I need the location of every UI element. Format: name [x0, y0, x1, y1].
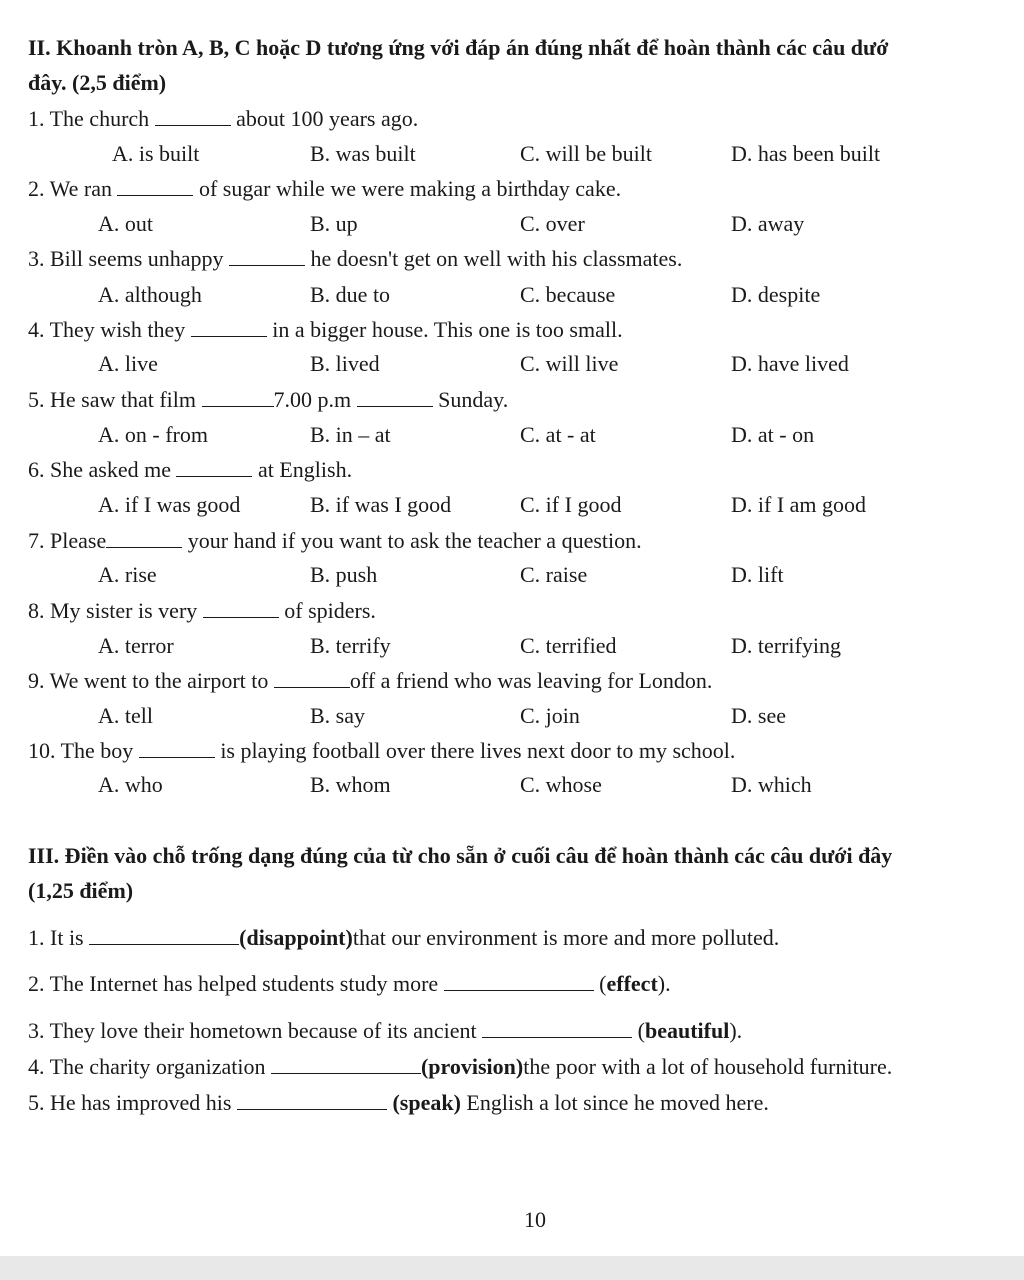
answer-blank[interactable] [191, 316, 267, 337]
q7-option-a[interactable]: A. rise [98, 562, 157, 587]
q8-option-a[interactable]: A. terror [98, 633, 174, 658]
word-form-item-1: 1. It is (disappoint)that our environment is more and more polluted. [28, 925, 780, 950]
question-10: 10. The boy is playing football over there lives next door to my school. [28, 738, 736, 763]
q6-option-d[interactable]: D. if I am good [731, 492, 867, 517]
answer-blank[interactable] [106, 527, 182, 548]
answer-blank[interactable] [274, 667, 350, 688]
answer-blank[interactable] [229, 245, 305, 266]
q2-option-d[interactable]: D. away [731, 211, 805, 236]
q8-option-d[interactable]: D. terrifying [731, 633, 841, 658]
answer-blank[interactable] [117, 175, 193, 196]
q9-option-c[interactable]: C. join [520, 703, 580, 728]
question-2: 2. We ran of sugar while we were making a birthday cake. [28, 176, 622, 201]
q10-option-d[interactable]: D. which [731, 772, 812, 797]
q10-option-b[interactable]: B. whom [310, 772, 391, 797]
word-form-item-4: 4. The charity organization (provision)the poor with a lot of household furniture. [28, 1054, 893, 1079]
answer-blank[interactable] [139, 737, 215, 758]
q3-option-b[interactable]: B. due to [310, 282, 391, 307]
question-5: 5. He saw that film 7.00 p.m Sunday. [28, 387, 509, 412]
answer-blank[interactable] [155, 105, 231, 126]
q4-option-b[interactable]: B. lived [310, 351, 380, 376]
question-7: 7. Please your hand if you want to ask the teacher a question. [28, 528, 642, 553]
q3-option-c[interactable]: C. because [520, 282, 616, 307]
q7-option-c[interactable]: C. raise [520, 562, 588, 587]
q10-option-a[interactable]: A. who [98, 772, 163, 797]
question-3: 3. Bill seems unhappy he doesn't get on well with his classmates. [28, 246, 683, 271]
q5-option-c[interactable]: C. at - at [520, 422, 596, 447]
question-8: 8. My sister is very of spiders. [28, 598, 376, 623]
q1-option-a[interactable]: A. is built [112, 141, 200, 166]
q4-option-d[interactable]: D. have lived [731, 351, 849, 376]
word-form-item-5: 5. He has improved his (speak) English a lot since he moved here. [28, 1090, 769, 1115]
q8-option-c[interactable]: C. terrified [520, 633, 617, 658]
question-1: 1. The church about 100 years ago. [28, 106, 419, 131]
q7-option-b[interactable]: B. push [310, 562, 378, 587]
q2-option-a[interactable]: A. out [98, 211, 153, 236]
q9-option-a[interactable]: A. tell [98, 703, 153, 728]
q9-option-b[interactable]: B. say [310, 703, 365, 728]
answer-blank[interactable] [444, 970, 594, 991]
answer-blank[interactable] [357, 386, 433, 407]
q8-option-b[interactable]: B. terrify [310, 633, 391, 658]
q1-option-d[interactable]: D. has been built [731, 141, 881, 166]
q2-option-b[interactable]: B. up [310, 211, 358, 236]
q3-option-a[interactable]: A. although [98, 282, 202, 307]
q7-option-d[interactable]: D. lift [731, 562, 784, 587]
answer-blank[interactable] [176, 456, 252, 477]
section-3-heading-cont: (1,25 điểm) [28, 878, 134, 903]
answer-blank[interactable] [202, 386, 274, 407]
bottom-scroll-strip [0, 1256, 1024, 1280]
answer-blank[interactable] [271, 1053, 421, 1074]
q5-option-a[interactable]: A. on - from [98, 422, 208, 447]
word-form-item-3: 3. They love their hometown because of its ancient (beautiful). [28, 1018, 743, 1043]
q9-option-d[interactable]: D. see [731, 703, 786, 728]
section-3-heading: III. Điền vào chỗ trống dạng đúng của từ cho sẵn ở cuối câu để hoàn thành các câu dưới đây [28, 843, 893, 868]
word-form-item-2: 2. The Internet has helped students study more (effect). [28, 971, 671, 996]
q6-option-c[interactable]: C. if I good [520, 492, 622, 517]
question-4: 4. They wish they in a bigger house. This one is too small. [28, 317, 623, 342]
question-9: 9. We went to the airport to off a friend who was leaving for London. [28, 668, 713, 693]
q5-option-b[interactable]: B. in – at [310, 422, 391, 447]
q6-option-b[interactable]: B. if was I good [310, 492, 452, 517]
q1-option-c[interactable]: C. will be built [520, 141, 652, 166]
q3-option-d[interactable]: D. despite [731, 282, 821, 307]
q5-option-d[interactable]: D. at - on [731, 422, 815, 447]
q1-option-b[interactable]: B. was built [310, 141, 416, 166]
section-2-heading: II. Khoanh tròn A, B, C hoặc D tương ứng với đáp án đúng nhất để hoàn thành các câu dướ [28, 35, 889, 60]
question-6: 6. She asked me at English. [28, 457, 353, 482]
q2-option-c[interactable]: C. over [520, 211, 585, 236]
q10-option-c[interactable]: C. whose [520, 772, 602, 797]
q6-option-a[interactable]: A. if I was good [98, 492, 241, 517]
answer-blank[interactable] [203, 597, 279, 618]
q4-option-a[interactable]: A. live [98, 351, 158, 376]
answer-blank[interactable] [237, 1089, 387, 1110]
page-number: 10 [524, 1207, 546, 1232]
answer-blank[interactable] [89, 924, 239, 945]
q4-option-c[interactable]: C. will live [520, 351, 619, 376]
section-2-heading-cont: đây. (2,5 điểm) [28, 70, 167, 95]
answer-blank[interactable] [482, 1017, 632, 1038]
